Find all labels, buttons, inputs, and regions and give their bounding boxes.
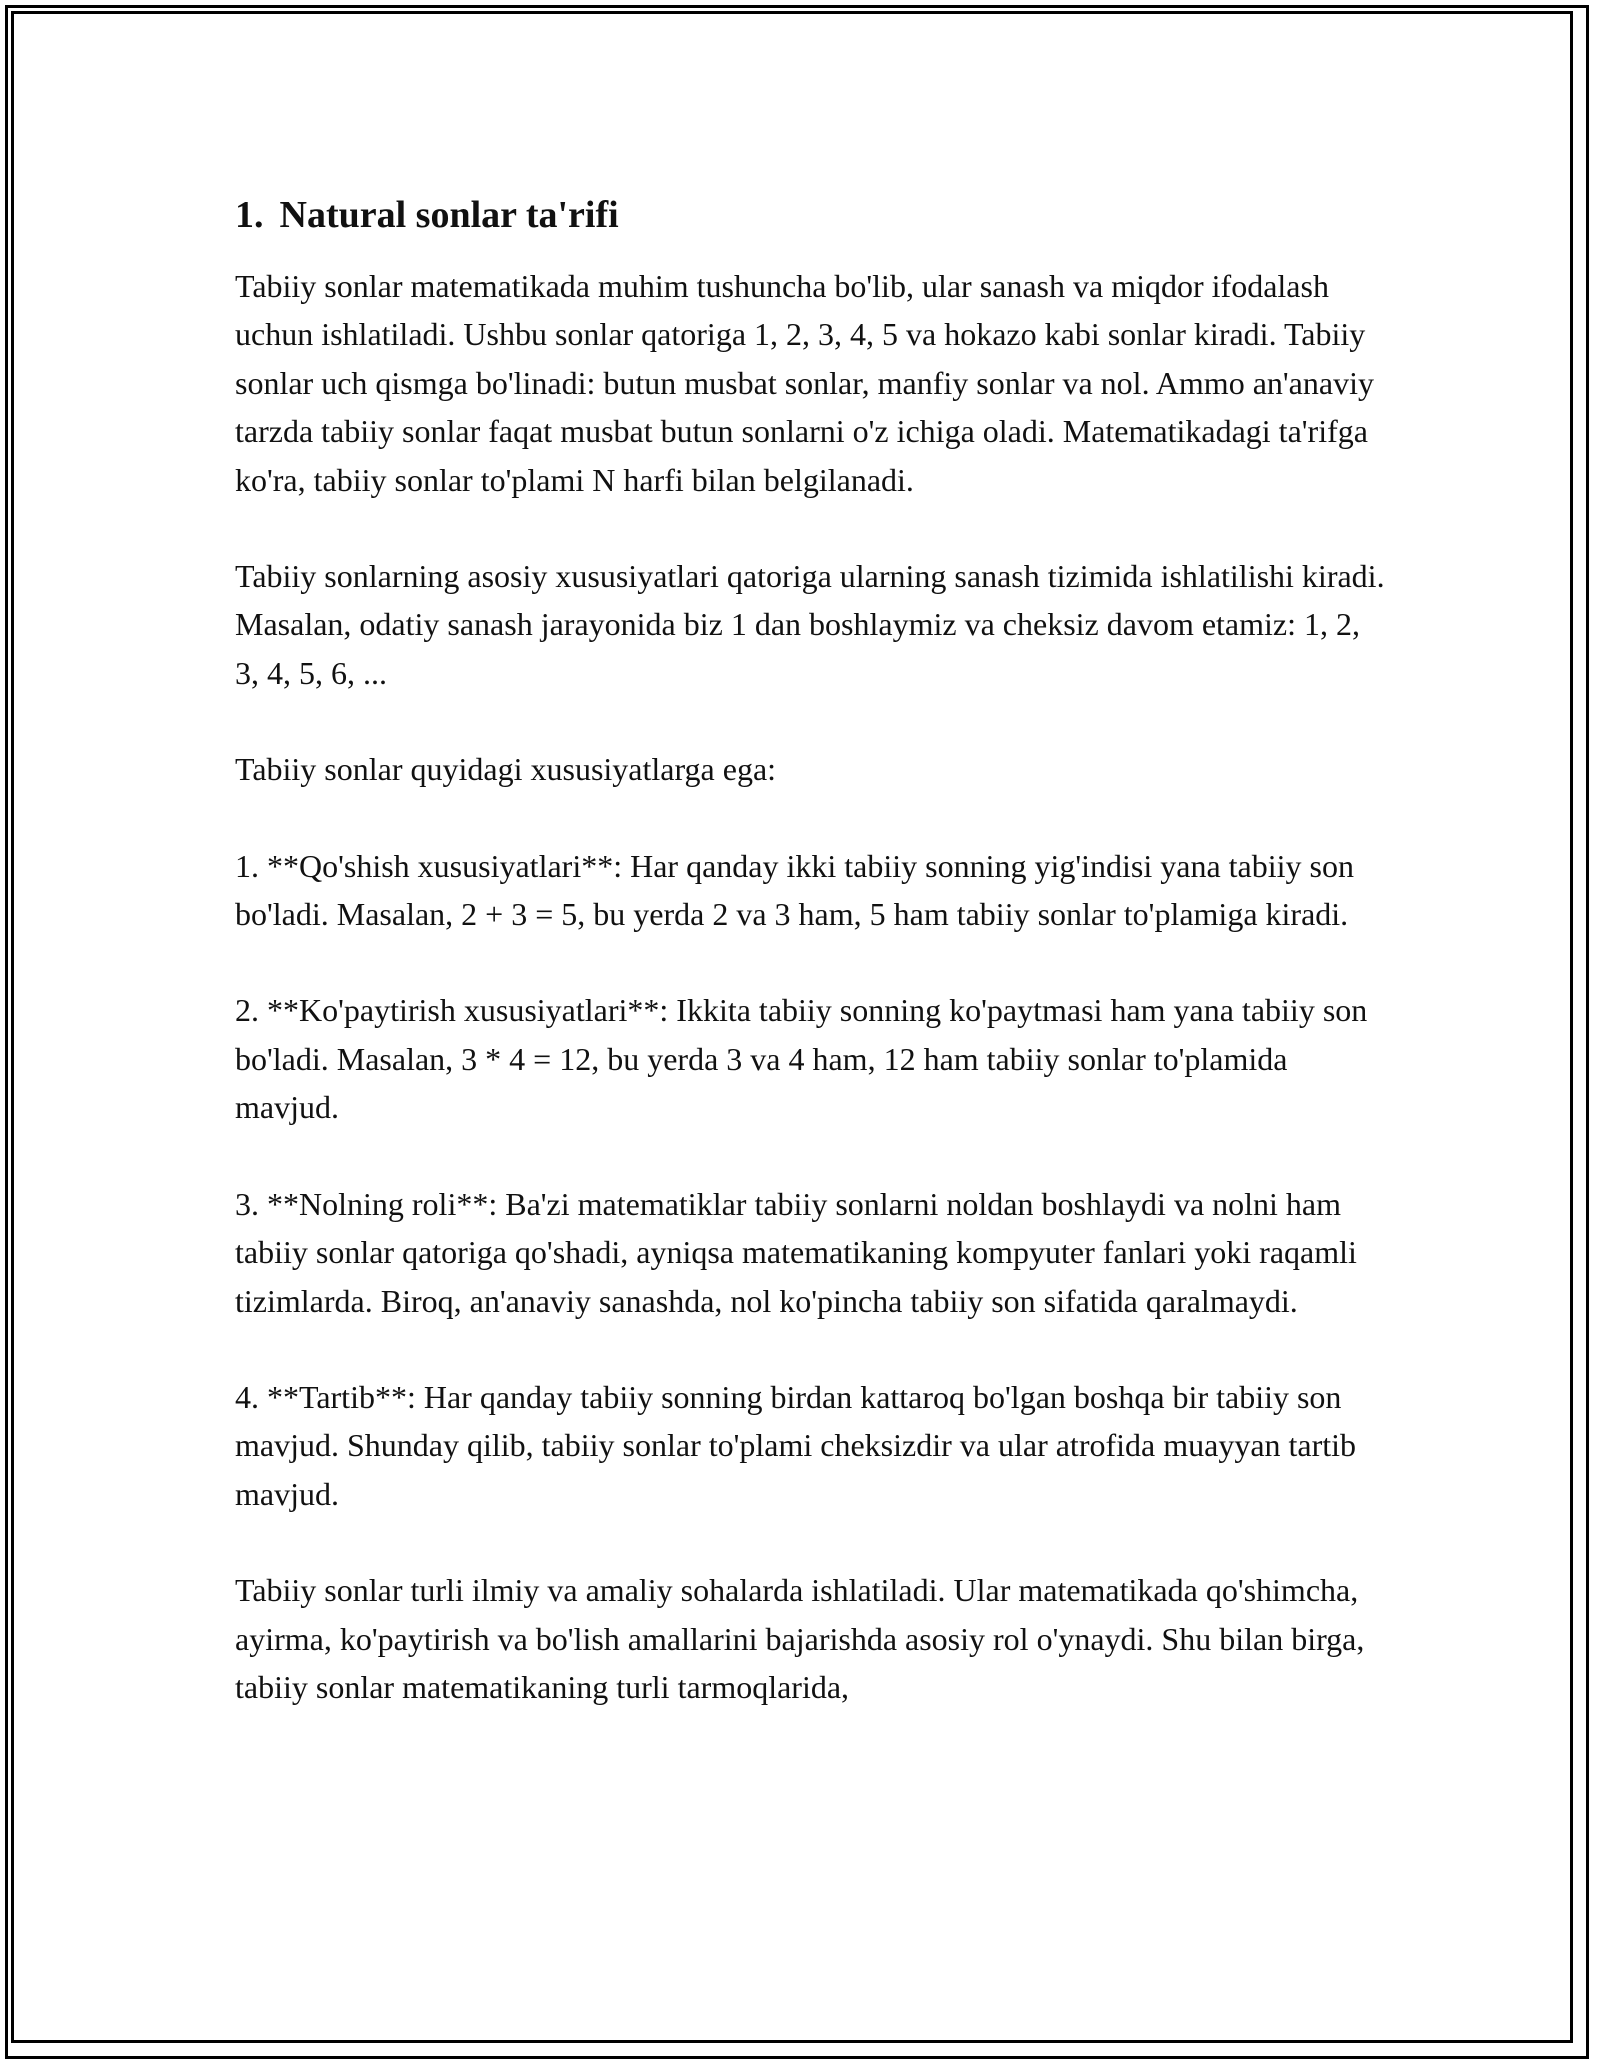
paragraph-property-multiplication: 2. **Ko'paytirish xususiyatlari**: Ikkita tabiiy sonning ko'paytmasi ham yana tabiiy son bo'ladi. Masalan, 3 * 4 = 12, bu yerda 3 va 4 ham, 12 ham tabiiy sonlar to'plamida mavjud. [235, 992, 1368, 1126]
paragraph-property-zero: 3. **Nolning roli**: Ba'zi matematiklar tabiiy sonlarni noldan boshlaydi va nolni ham tabiiy sonlar qatoriga qo'shadi, ayniqsa matematikaning kompyuter fanlari yoki raqamli tizimlarda. Biroq, an'anaviy sanashda, nol ko'pincha tabiiy son sifatida qaralmaydi. [235, 1185, 1357, 1319]
paragraph-property-addition: 1. **Qo'shish xususiyatlari**: Har qanday ikki tabiiy sonning yig'indisi yana tabiiy son bo'ladi. Masalan, 2 + 3 = 5, bu yerda 2 va 3 ham, 5 ham tabiiy sonlar to'plamiga kiradi. [235, 847, 1354, 933]
section-number: 1. [235, 194, 264, 236]
paragraph-counting: Tabiiy sonlarning asosiy xususiyatlari qatoriga ularning sanash tizimida ishlatilishi kiradi. Masalan, odatiy sanash jarayonida biz 1 dan boshlaymiz va cheksiz davom etamiz: 1, 2, 3, 4, 5, 6, ... [235, 558, 1385, 691]
paragraph-applications: Tabiiy sonlar turli ilmiy va amaliy sohalarda ishlatiladi. Ular matematikada qo'shimcha, ayirma, ko'paytirish va bo'lish amallarini bajarishda asosiy rol o'ynaydi. Shu bilan birga, tabiiy sonlar matematikaning turli tarmoqlarida, [235, 1572, 1365, 1705]
section-title: Natural sonlar ta'rifi [279, 194, 619, 236]
document-body [235, 186, 1385, 1759]
section-heading [235, 186, 1385, 244]
paragraph-property-order: 4. **Tartib**: Har qanday tabiiy sonning birdan kattaroq bo'lgan boshqa bir tabiiy son mavjud. Shunday qilib, tabiiy sonlar to'plami cheksizdir va ular atrofida muayyan tartib mavjud. [235, 1378, 1357, 1512]
paragraph-definition: Tabiiy sonlar matematikada muhim tushuncha bo'lib, ular sanash va miqdor ifodalash uchun ishlatiladi. Ushbu sonlar qatoriga 1, 2, 3, 4, 5 va hokazo kabi sonlar kiradi. Tabiiy sonlar uch qismga bo'linadi: butun musbat sonlar, manfiy sonlar va nol. Ammo an'anaviy tarzda tabiiy sonlar faqat musbat butun sonlarni o'z ichiga oladi. Matematikadagi ta'rifga ko'ra, tabiiy sonlar to'plami N harfi bilan belgilanadi. [235, 268, 1374, 498]
paragraph-properties-intro: Tabiiy sonlar quyidagi xususiyatlarga ega: [235, 751, 777, 788]
